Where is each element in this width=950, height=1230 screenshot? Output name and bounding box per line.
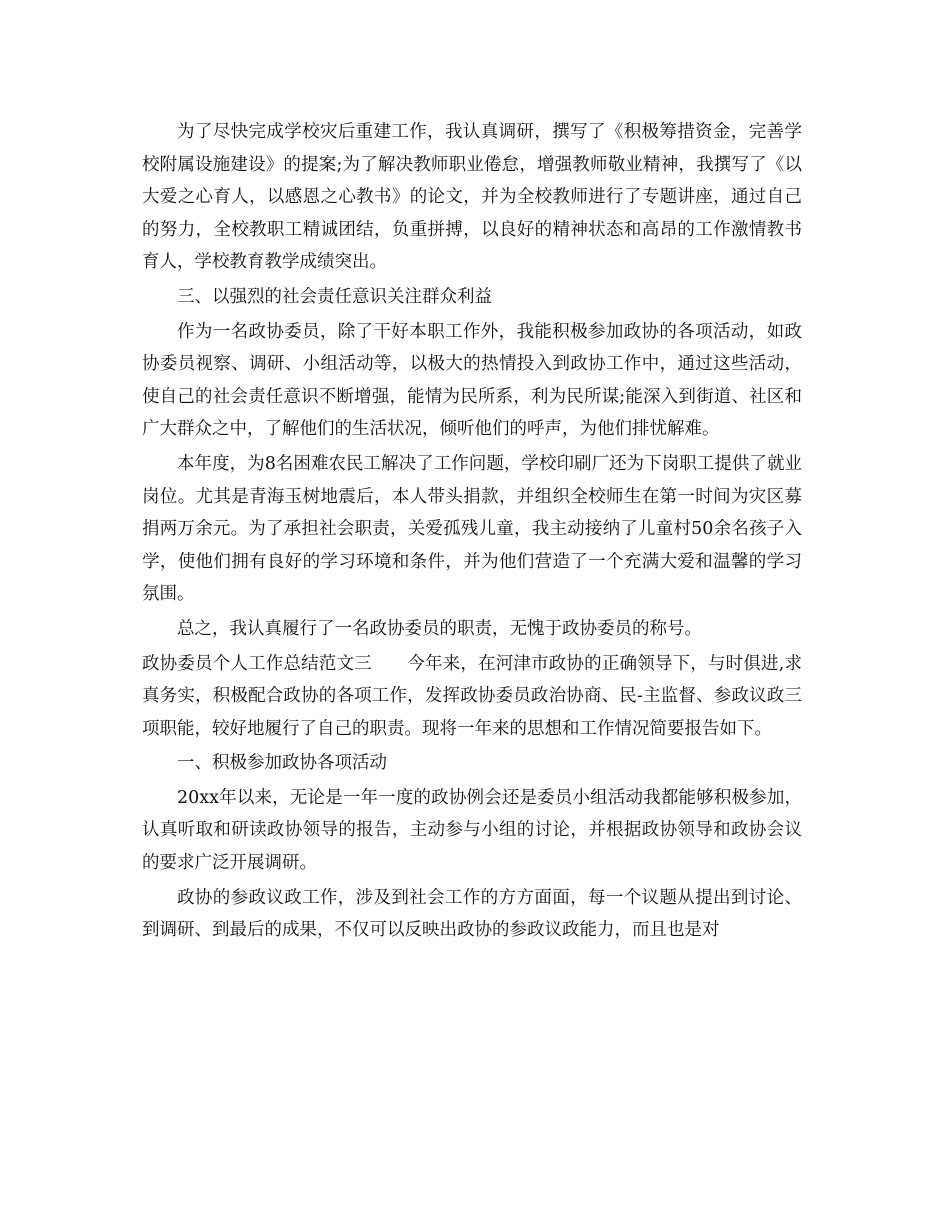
- paragraph-political-consultation: 政协的参政议政工作，涉及到社会工作的方方面面，每一个议题从提出到讨论、到调研、到最后的成果，不仅可以反映出政协的参政议政能力，而且也是对: [142, 887, 802, 941]
- paragraph-conclusion: 总之，我认真履行了一名政协委员的职责，无愧于政协委员的称号。: [177, 618, 702, 639]
- section-heading-social-responsibility: 三、以强烈的社会责任意识关注群众利益: [177, 286, 492, 307]
- section-heading-participation: 一、积极参加政协各项活动: [177, 753, 387, 774]
- document-page: [142, 116, 802, 949]
- paragraph-sample-three-intro: 政协委员个人工作总结范文三 今年来，在河津市政协的正确领导下，与时俱进,求真务实，积极配合政协的各项工作，发挥政协委员政治协商、民-主监督、参政议政三项职能，较好地履行了自己的职责。现将一年来的思想和工作情况简要报告如下。: [142, 653, 802, 739]
- paragraph-annual-contributions: 本年度，为8名困难农民工解决了工作问题，学校印刷厂还为下岗职工提供了就业岗位。尤其是青海玉树地震后，本人带头捐款，并组织全校师生在第一时间为灾区募捐两万余元。为了承担社会职责，关爱孤残儿童，我主动接纳了儿童村50余名孩子入学，使他们拥有良好的学习环境和条件，并为他们营造了一个充满大爱和温馨的学习氛围。: [142, 453, 802, 605]
- paragraph-school-rebuilding: 为了尽快完成学校灾后重建工作，我认真调研，撰写了《积极筹措资金，完善学校附属设施建设》的提案;为了解决教师职业倦怠，增强教师敬业精神，我撰写了《以大爱之心育人，以感恩之心教书》的论文，并为全校教师进行了专题讲座，通过自己的努力，全校教职工精诚团结，负重拼搏，以良好的精神状态和高昂的工作激情教书育人，学校教育教学成绩突出。: [142, 122, 802, 273]
- paragraph-meetings: 20xx年以来，无论是一年一度的政协例会还是委员小组活动我都能够积极参加，认真听取和研读政协领导的报告，主动参与小组的讨论，并根据政协领导和政协会议的要求广泛开展调研。: [142, 787, 802, 874]
- paragraph-cppcc-activities: 作为一名政协委员，除了干好本职工作外，我能积极参加政协的各项活动，如政协委员视察、调研、小组活动等，以极大的热情投入到政协工作中，通过这些活动，使自己的社会责任意识不断增强，能情为民所系，利为民所谋;能深入到街道、社区和广大群众之中，了解他们的生活状况，倾听他们的呼声，为他们排忧解难。: [142, 321, 802, 440]
